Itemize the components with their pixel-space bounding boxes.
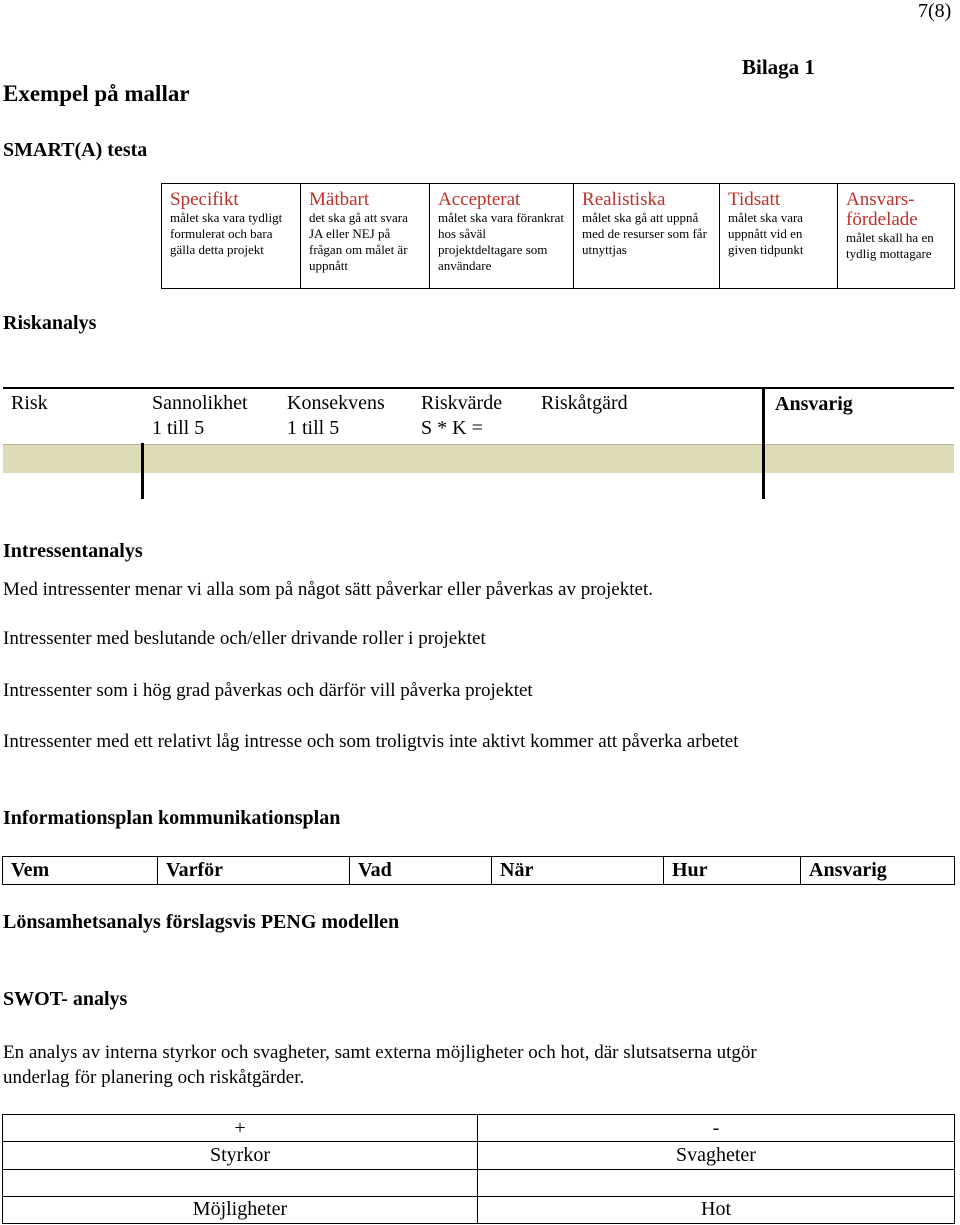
smart-heading: SMART(A) testa: [3, 139, 148, 161]
smart-table: [161, 183, 955, 289]
page-number: 7(8): [918, 0, 952, 22]
smart-desc: målet ska gå att uppnå med de resurser som får utnyttjas: [582, 210, 707, 257]
swot-description: En analys av interna styrkor och svagheter, samt externa möjligheter och hot, där slutsatserna utgör underlag för planering och riskåtgärder.: [3, 1042, 757, 1088]
profit-heading: Lönsamhetsanalys förslagsvis PENG modellen: [3, 911, 400, 933]
info-col: Vad: [350, 857, 492, 885]
risk-divider: [762, 389, 765, 499]
risk-divider: [141, 443, 144, 499]
info-col: Hur: [664, 857, 801, 885]
smart-desc: målet skall ha en tydlig mottagare: [846, 230, 934, 261]
info-col: Vem: [3, 857, 158, 885]
risk-empty-row: [3, 444, 954, 473]
smart-cell-realistic: Realistiska målet ska gå att uppnå med de resurser som får utnyttjas: [574, 184, 720, 289]
risk-top-border: [3, 387, 954, 389]
smart-cell-assigned: Ansvars- fördelade målet skall ha en tydlig mottagare: [838, 184, 955, 289]
info-col: När: [492, 857, 664, 885]
risk-col-value: Riskvärde S * K =: [421, 392, 503, 439]
info-col: Ansvarig: [801, 857, 955, 885]
info-table: [2, 856, 955, 885]
swot-plus: +: [3, 1115, 478, 1142]
info-heading: Informationsplan kommunikationsplan: [3, 807, 341, 829]
swot-threats: Hot: [478, 1196, 955, 1223]
smart-cell-accepted: Accepterat målet ska vara förankrat hos såväl projektdeltagare som användare: [430, 184, 574, 289]
swot-minus: -: [478, 1115, 955, 1142]
risk-col-responsible: Ansvarig: [775, 393, 853, 415]
risk-table: [0, 385, 960, 500]
smart-desc: målet ska vara tydligt formulerat och bara gälla detta projekt: [170, 210, 283, 257]
stakeholder-line: Intressenter med ett relativt låg intresse och som troligtvis inte aktivt kommer att påverka arbetet: [3, 731, 739, 752]
stakeholder-line: Intressenter med beslutande och/eller drivande roller i projektet: [3, 628, 486, 649]
swot-empty-cell: [478, 1169, 955, 1196]
swot-heading: SWOT- analys: [3, 988, 128, 1010]
swot-opportunities: Möjligheter: [3, 1196, 478, 1223]
swot-weaknesses: Svagheter: [478, 1142, 955, 1169]
smart-cell-specific: Specifikt målet ska vara tydligt formulerat och bara gälla detta projekt: [162, 184, 301, 289]
swot-table: [2, 1114, 955, 1224]
stakeholder-heading: Intressentanalys: [3, 540, 143, 562]
smart-desc: målet ska vara förankrat hos såväl projektdeltagare som användare: [438, 210, 564, 273]
swot-strengths: Styrkor: [3, 1142, 478, 1169]
smart-desc: det ska gå att svara JA eller NEJ på frågan om målet är uppnått: [309, 210, 408, 273]
stakeholder-line: Intressenter som i hög grad påverkas och därför vill påverka projektet: [3, 680, 533, 701]
info-col: Varför: [158, 857, 350, 885]
page-title: Exempel på mallar: [3, 81, 190, 106]
smart-cell-timebound: Tidsatt målet ska vara uppnått vid en given tidpunkt: [720, 184, 838, 289]
swot-empty-cell: [3, 1169, 478, 1196]
smart-cell-measurable: Mätbart det ska gå att svara JA eller NEJ på frågan om målet är uppnått: [301, 184, 430, 289]
smart-desc: målet ska vara uppnått vid en given tidpunkt: [728, 210, 804, 257]
risk-col-consequence: Konsekvens 1 till 5: [287, 392, 385, 439]
stakeholder-intro: Med intressenter menar vi alla som på något sätt påverkar eller påverkas av projektet.: [3, 579, 653, 600]
risk-col-risk: Risk: [11, 392, 48, 414]
risk-col-action: Riskåtgärd: [541, 392, 628, 414]
risk-col-probability: Sannolikhet 1 till 5: [152, 392, 248, 439]
appendix-label: Bilaga 1: [742, 55, 815, 79]
risk-heading: Riskanalys: [3, 312, 97, 334]
